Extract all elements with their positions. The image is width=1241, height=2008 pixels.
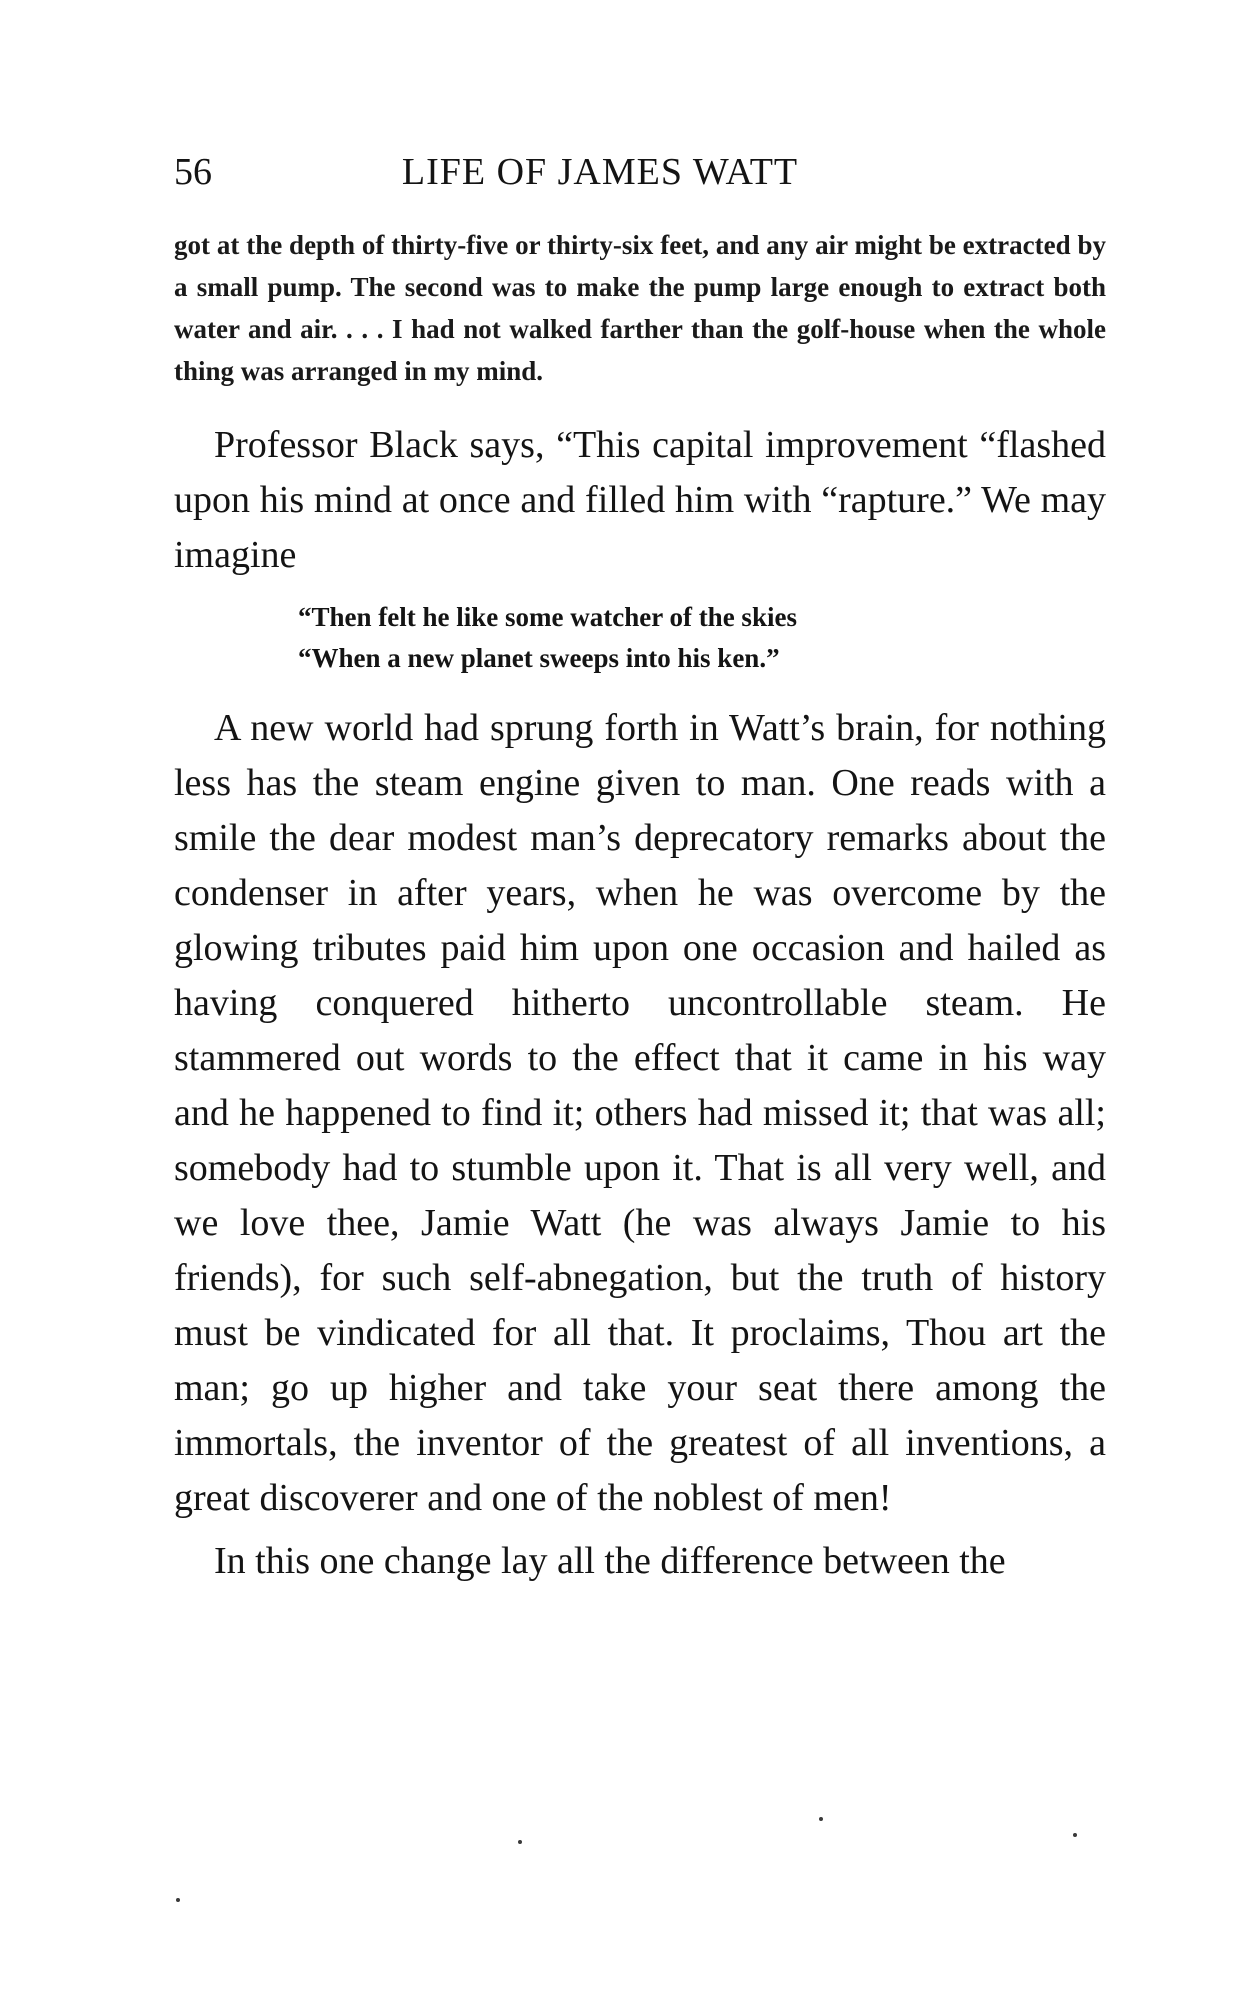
paragraph-one-change: In this one change lay all the difference between the (214, 1540, 1006, 1582)
block-quotation: got at the depth of thirty-five or thirty-six feet, and any air might be extracted by a small pump. The second was to make the pump large enough to extract both water and air. . . . I had not walked farther than the golf-house when the whole thing was arranged in my mind. (174, 230, 1106, 386)
poem-line-2: “When a new planet sweeps into his ken.” (298, 643, 780, 673)
book-page (174, 140, 1106, 1589)
poem-quotation (298, 597, 1106, 679)
paragraph-professor-black: Professor Black says, “This capital improvement “flashed upon his mind at once and filled him with “rapture.” We may imagine (174, 424, 1106, 576)
poem-line-1: “Then felt he like some watcher of the skies (298, 602, 797, 632)
page-header (174, 140, 1106, 200)
scan-speck (176, 1898, 180, 1902)
scan-speck (1073, 1833, 1077, 1837)
scan-speck (819, 1817, 823, 1821)
running-head: LIFE OF JAMES WATT (401, 151, 799, 193)
page-number: 56 (174, 151, 212, 193)
paragraph-new-world: A new world had sprung forth in Watt’s brain, for nothing less has the steam engine given to man. One reads with a smile the dear modest man’s deprecatory remarks about the condenser in after years, when he was overcome by the glowing tributes paid him upon one occasion and hailed as having conquered hitherto uncontrollable steam. He stammered out words to the effect that it came in his way and he happened to find it; others had missed it; that was all; somebody had to stumble upon it. That is all very well, and we love thee, Jamie Watt (he was always Jamie to his friends), for such self-abnegation, but the truth of history must be vindicated for all that. It proclaims, Thou art the man; go up higher and take your seat there among the immortals, the inventor of the greatest of all inventions, a great discoverer and one of the noblest of men! (174, 707, 1106, 1519)
scan-speck (518, 1840, 522, 1844)
